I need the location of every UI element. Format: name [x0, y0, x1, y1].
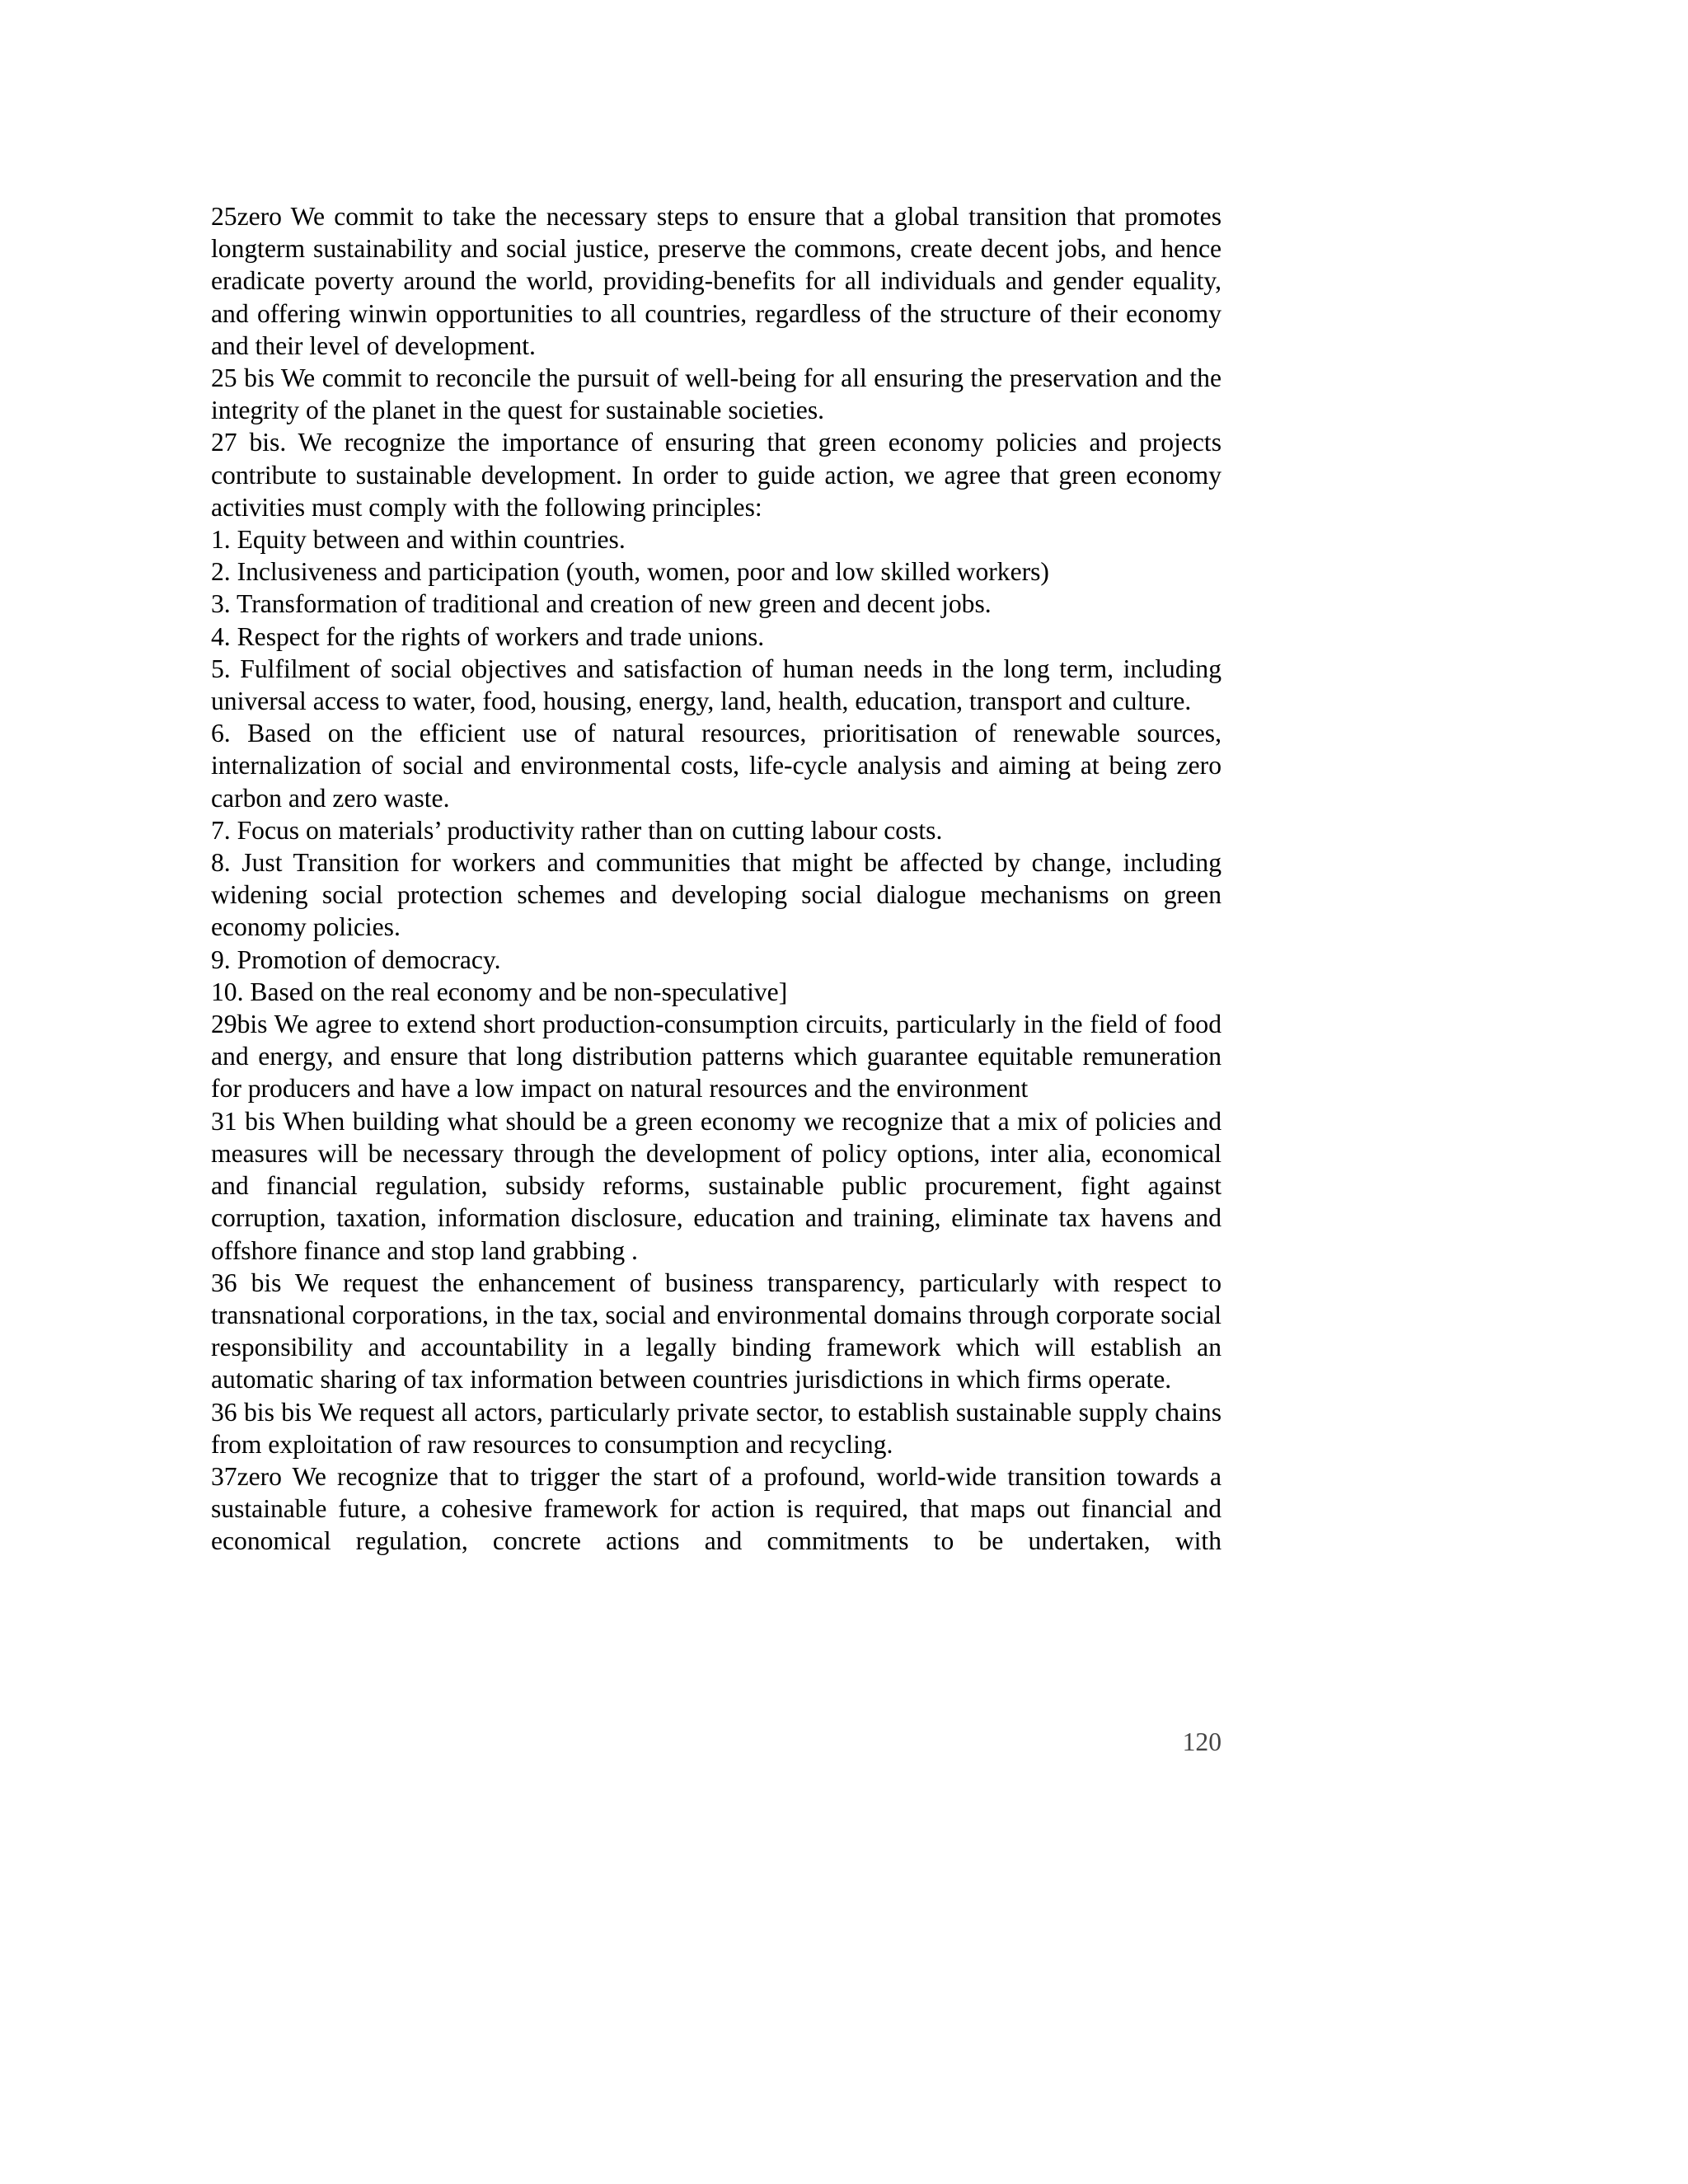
principle-item-7: 7. Focus on materials’ productivity rather than on cutting labour costs. [211, 815, 943, 845]
paragraph-25zero: 25zero We commit to take the necessary steps to ensure that a global transition that promotes longterm sustainability and social justice, preserve the commons, create decent jobs, and hence eradicate poverty around the world, providing-benefits for all individuals and gender equality, and offering winwin opportunities to all countries, regardless of the structure of their economy and their level of development. [211, 202, 1221, 360]
principle-item-1: 1. Equity between and within countries. [211, 525, 626, 555]
principle-item-9: 9. Promotion of democracy. [211, 944, 501, 974]
principle-item-4: 4. Respect for the rights of workers and trade unions. [211, 621, 765, 651]
paragraph-36bisbis: 36 bis bis We request all actors, particularly private sector, to establish sustainable supply chains from exploitation of raw resources to consumption and recycling. [211, 1397, 1221, 1459]
paragraph-29bis: 29bis We agree to extend short production-consumption circuits, particularly in the field of food and energy, and ensure that long distribution patterns which guarantee equitable remuneration for producers and have a low impact on natural resources and the environment [211, 1010, 1221, 1104]
principle-item-5: 5. Fulfilment of social objectives and satisfaction of human needs in the long term, including universal access to water, food, housing, energy, land, health, education, transport and culture. [211, 654, 1221, 716]
page-number: 120 [1182, 1727, 1221, 1756]
paragraph-25bis: 25 bis We commit to reconcile the pursuit of well-being for all ensuring the preservation and the integrity of the planet in the quest for sustainable societies. [211, 363, 1221, 425]
paragraph-31bis: 31 bis When building what should be a green economy we recognize that a mix of policies and measures will be necessary through the development of policy options, inter alia, economical and financial regulation, subsidy reforms, sustainable public procurement, fight against corruption, taxation, information disclosure, education and training, eliminate tax havens and offshore finance and stop land grabbing . [211, 1106, 1221, 1265]
principle-item-3: 3. Transformation of traditional and creation of new green and decent jobs. [211, 589, 992, 619]
paragraph-36bis: 36 bis We request the enhancement of business transparency, particularly with respect to transnational corporations, in the tax, social and environmental domains through corporate social responsibility and accountability in a legally binding framework which will establish an automatic sharing of tax information between countries jurisdictions in which firms operate. [211, 1268, 1221, 1394]
principle-item-2: 2. Inclusiveness and participation (youth, women, poor and low skilled workers) [211, 557, 1049, 587]
principle-item-8: 8. Just Transition for workers and communities that might be affected by change, including widening social protection schemes and developing social dialogue mechanisms on green economy policies. [211, 848, 1221, 942]
page-body-text [211, 200, 1221, 1558]
paragraph-37zero: 37zero We recognize that to trigger the start of a profound, world-wide transition towards a sustainable future, a cohesive framework for action is required, that maps out financial and economical regulation, concrete actions and commitments to be undertaken, with [211, 1461, 1221, 1556]
principle-item-10: 10. Based on the real economy and be non-speculative] [211, 977, 788, 1006]
principle-item-6: 6. Based on the efficient use of natural resources, prioritisation of renewable sources, internalization of social and environmental costs, life-cycle analysis and aiming at being zero carbon and zero waste. [211, 719, 1221, 813]
paragraph-27bis: 27 bis. We recognize the importance of ensuring that green economy policies and projects contribute to sustainable development. In order to guide action, we agree that green economy activities must comply with the following principles: [211, 428, 1221, 522]
